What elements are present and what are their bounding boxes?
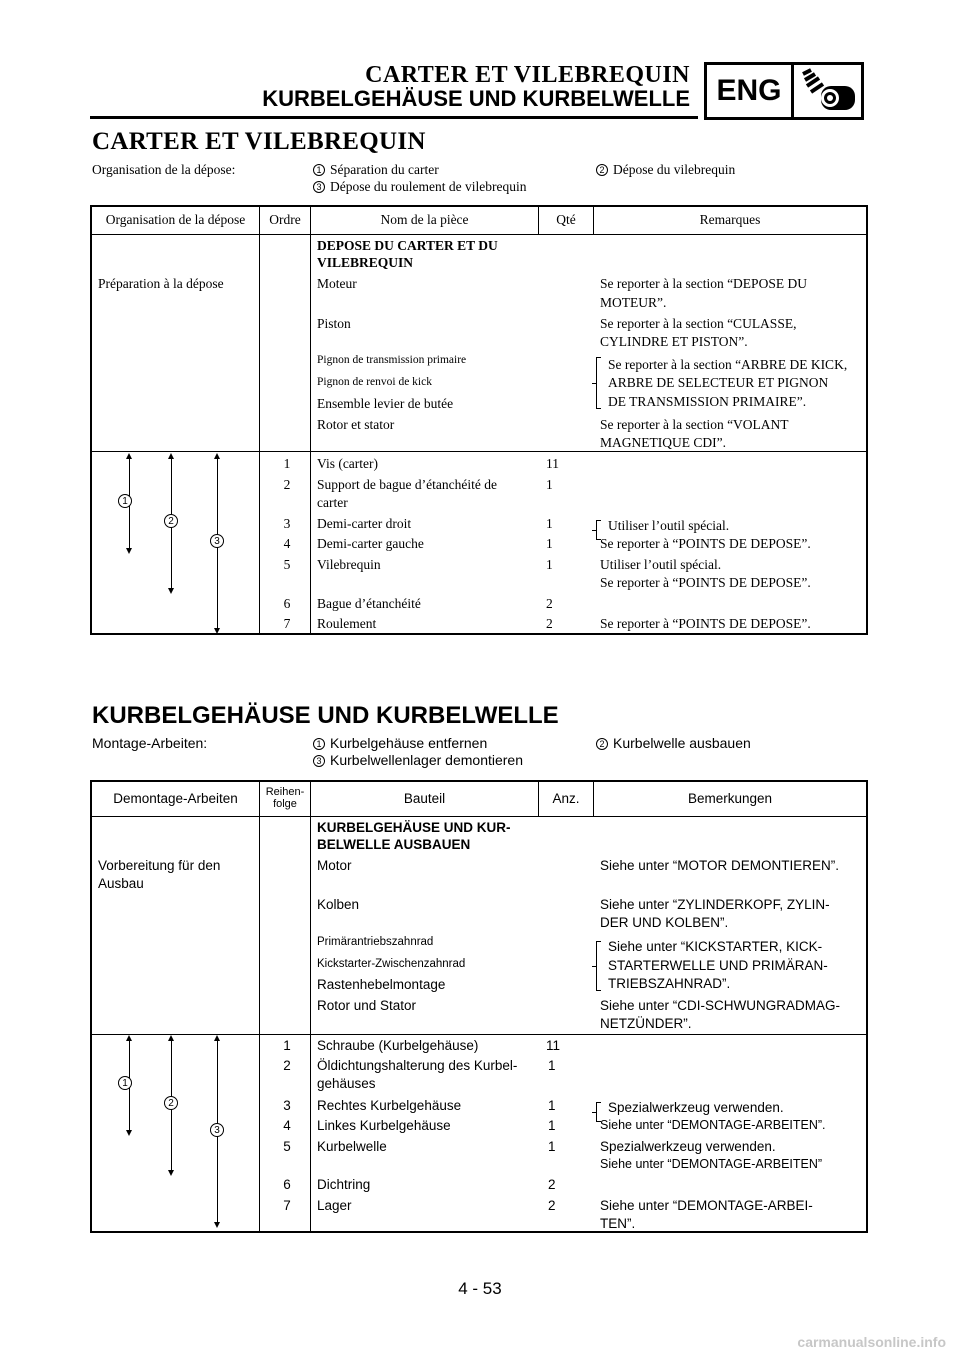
- part-qty: 1: [546, 516, 553, 531]
- part-order: 1: [283, 1038, 291, 1053]
- part-remark: Siehe unter “DEMONTAGE-ARBEITEN”.: [600, 1118, 826, 1132]
- part-name: Primärantriebszahnrad: [317, 936, 434, 948]
- part-order: 2: [283, 1058, 291, 1073]
- column-header: Ordre: [260, 207, 311, 234]
- part-qty: 1: [548, 1139, 556, 1154]
- part-qty: 1: [548, 1058, 556, 1073]
- sequence-label-2: 2: [164, 514, 178, 528]
- header-title-de: KURBELGEHÄUSE UND KURBELWELLE: [262, 86, 690, 111]
- column-header-line: Reihen-: [265, 786, 305, 799]
- part-remark: Se reporter à “POINTS DE DEPOSE”.: [600, 575, 811, 590]
- section-badge: [704, 62, 864, 120]
- part-qty: 1: [546, 536, 553, 551]
- column-header-line: folge: [273, 798, 297, 810]
- part-qty: 1: [546, 557, 553, 572]
- part-remark: CYLINDRE ET PISTON”.: [600, 334, 748, 349]
- column-divider: [310, 235, 311, 633]
- step-fr-1: [313, 162, 439, 178]
- part-qty: 2: [546, 616, 553, 631]
- part-name: Vis (carter): [317, 456, 379, 471]
- part-remark: Se reporter à la section “CULASSE,: [600, 316, 797, 331]
- part-order: 2: [283, 477, 291, 492]
- step-number-badge: 3: [313, 181, 325, 193]
- column-header: Demontage-Arbeiten: [92, 782, 260, 816]
- part-name: gehäuses: [317, 1076, 376, 1091]
- step-text: Kurbelwellenlager demontieren: [330, 752, 524, 768]
- part-qty: 1: [546, 477, 553, 492]
- part-name: Kolben: [317, 897, 360, 912]
- part-name: Motor: [317, 858, 352, 873]
- part-order: 4: [283, 536, 291, 551]
- header-title-fr: CARTER ET VILEBREQUIN: [365, 62, 690, 88]
- step-text: Séparation du carter: [330, 162, 439, 177]
- part-remark: Siehe unter “CDI-SCHWUNGRADMAG-: [600, 998, 841, 1013]
- step-fr-3: [313, 179, 526, 195]
- prep-group-label: Ausbau: [98, 876, 144, 891]
- part-qty: 1: [548, 1098, 556, 1113]
- part-remark: Siehe unter “DEMONTAGE-ARBEITEN”: [600, 1157, 823, 1171]
- org-label-fr: Organisation de la dépose:: [92, 162, 236, 177]
- part-remark: MOTEUR”.: [600, 295, 667, 310]
- section-title-fr: CARTER ET VILEBREQUIN: [92, 128, 426, 155]
- part-remark: Utiliser l’outil spécial.: [600, 557, 722, 572]
- part-remark: Siehe unter “DEMONTAGE-ARBEI-: [600, 1198, 813, 1213]
- step-text: Kurbelwelle ausbauen: [613, 735, 751, 751]
- header-rule: [90, 116, 698, 119]
- part-name: Linkes Kurbelgehäuse: [317, 1118, 451, 1133]
- part-remark: STARTERWELLE UND PRIMÄRAN-: [608, 958, 828, 973]
- column-header: Anz.: [539, 782, 594, 816]
- part-name: Ensemble levier de butée: [317, 396, 454, 411]
- step-number-badge: 2: [596, 164, 608, 176]
- part-remark: DER UND KOLBEN”.: [600, 915, 729, 930]
- row-divider: [92, 1034, 866, 1035]
- part-qty: 1: [548, 1118, 556, 1133]
- part-remark: ARBRE DE SELECTEUR ET PIGNON: [608, 375, 829, 390]
- part-order: 6: [283, 1177, 291, 1192]
- part-name: Rastenhebelmontage: [317, 977, 446, 992]
- part-order: 7: [283, 616, 291, 631]
- part-order: 5: [283, 557, 291, 572]
- part-remark: MAGNETIQUE CDI”.: [600, 435, 726, 450]
- part-qty: 11: [546, 456, 559, 471]
- step-number-badge: 1: [313, 164, 325, 176]
- prep-heading: KURBELGEHÄUSE UND KUR-: [317, 820, 511, 835]
- part-name: Schraube (Kurbelgehäuse): [317, 1038, 479, 1053]
- part-remark: Utiliser l’outil spécial.: [608, 518, 730, 533]
- part-name: Vilebrequin: [317, 557, 381, 572]
- brace-bracket: [596, 357, 601, 409]
- part-remark: Spezialwerkzeug verwenden.: [600, 1139, 776, 1154]
- brace-bracket: [596, 941, 601, 991]
- part-qty: 2: [546, 596, 553, 611]
- removal-table-fr: [90, 205, 868, 635]
- row-divider: [92, 451, 866, 452]
- part-qty: 11: [546, 1038, 561, 1053]
- step-text: Dépose du vilebrequin: [613, 162, 736, 177]
- column-header: Qté: [539, 207, 594, 234]
- org-label-de: Montage-Arbeiten:: [92, 735, 208, 751]
- column-divider: [259, 817, 260, 1231]
- step-text: Kurbelgehäuse entfernen: [330, 735, 488, 751]
- part-remark: Se reporter à “POINTS DE DEPOSE”.: [600, 536, 811, 551]
- step-text: Dépose du roulement de vilebrequin: [330, 179, 527, 194]
- step-de-2: [596, 735, 751, 751]
- section-badge-label: ENG: [707, 65, 794, 117]
- column-header: Organisation de la dépose: [92, 207, 260, 234]
- part-name: Moteur: [317, 276, 357, 291]
- part-remark: Se reporter à la section “VOLANT: [600, 417, 789, 432]
- column-header: Bemerkungen: [687, 790, 773, 806]
- removal-table-de: [90, 780, 868, 1233]
- part-name: Rotor und Stator: [317, 998, 417, 1013]
- part-order: 1: [283, 456, 291, 471]
- step-number-badge: 2: [596, 738, 608, 750]
- part-name: Pignon de renvoi de kick: [317, 376, 432, 388]
- table-header: [92, 782, 866, 817]
- part-qty: 2: [548, 1198, 556, 1213]
- part-order: 7: [283, 1198, 291, 1213]
- prep-group-label: Vorbereitung für den: [98, 858, 221, 873]
- part-name: Lager: [317, 1198, 352, 1213]
- part-remark: Siehe unter “KICKSTARTER, KICK-: [608, 939, 823, 954]
- sequence-label-3: 3: [210, 1123, 224, 1137]
- column-header: Remarques: [699, 212, 761, 228]
- sequence-label-3: 3: [210, 534, 224, 548]
- section-title-de: KURBELGEHÄUSE UND KURBELWELLE: [92, 702, 559, 729]
- sequence-label-1: 1: [118, 494, 132, 508]
- part-name: Rotor et stator: [317, 417, 395, 432]
- page-number: 4 - 53: [458, 1279, 502, 1298]
- part-name: Öldichtungshalterung des Kurbel-: [317, 1058, 518, 1073]
- part-name: Pignon de transmission primaire: [317, 354, 467, 366]
- part-order: 3: [283, 1098, 291, 1113]
- part-name: Bague d’étanchéité: [317, 596, 421, 611]
- column-header: Nom de la pièce: [311, 207, 539, 234]
- part-name: Dichtring: [317, 1177, 371, 1192]
- step-fr-2: [596, 162, 735, 178]
- part-name: Demi-carter droit: [317, 516, 412, 531]
- part-name: Kurbelwelle: [317, 1139, 387, 1154]
- part-name: Roulement: [317, 616, 377, 631]
- part-order: 5: [283, 1139, 291, 1154]
- part-remark: TRIEBSZAHNRAD”.: [608, 976, 731, 991]
- part-name: Demi-carter gauche: [317, 536, 424, 551]
- column-divider: [259, 235, 260, 633]
- part-remark: TEN”.: [600, 1216, 636, 1231]
- part-remark: Se reporter à la section “DEPOSE DU: [600, 276, 807, 291]
- part-remark: DE TRANSMISSION PRIMAIRE”.: [608, 394, 807, 409]
- part-remark: Siehe unter “ZYLINDERKOPF, ZYLIN-: [600, 897, 830, 912]
- part-name: Support de bague d’étanchéité de: [317, 477, 497, 492]
- step-de-3: [313, 752, 523, 768]
- part-remark: Siehe unter “MOTOR DEMONTIEREN”.: [600, 858, 840, 873]
- table-header: [92, 207, 866, 235]
- sequence-label-1: 1: [118, 1076, 132, 1090]
- column-header: Bauteil: [311, 782, 539, 816]
- engine-icon: [794, 65, 861, 117]
- part-remark: Se reporter à “POINTS DE DEPOSE”.: [600, 616, 811, 631]
- part-remark: Spezialwerkzeug verwenden.: [608, 1100, 784, 1115]
- watermark[interactable]: carmanualsonline.info: [797, 1334, 946, 1350]
- sequence-label-2: 2: [164, 1096, 178, 1110]
- part-remark: NETZÜNDER”.: [600, 1016, 692, 1031]
- step-number-badge: 1: [313, 738, 325, 750]
- prep-heading: VILEBREQUIN: [317, 255, 414, 270]
- column-header: [260, 782, 311, 816]
- part-remark: Se reporter à la section “ARBRE DE KICK,: [608, 357, 848, 372]
- prep-group-label: Préparation à la dépose: [98, 276, 224, 291]
- part-order: 3: [283, 516, 291, 531]
- part-order: 6: [283, 596, 291, 611]
- part-name: Kickstarter-Zwischenzahnrad: [317, 958, 466, 970]
- part-qty: 2: [548, 1177, 556, 1192]
- part-order: 4: [283, 1118, 291, 1133]
- prep-heading: BELWELLE AUSBAUEN: [317, 837, 471, 852]
- step-de-1: [313, 735, 487, 751]
- part-name: carter: [317, 495, 348, 510]
- part-name: Piston: [317, 316, 351, 331]
- step-number-badge: 3: [313, 755, 325, 767]
- column-divider: [310, 817, 311, 1231]
- part-name: Rechtes Kurbelgehäuse: [317, 1098, 462, 1113]
- prep-heading: DEPOSE DU CARTER ET DU: [317, 238, 498, 253]
